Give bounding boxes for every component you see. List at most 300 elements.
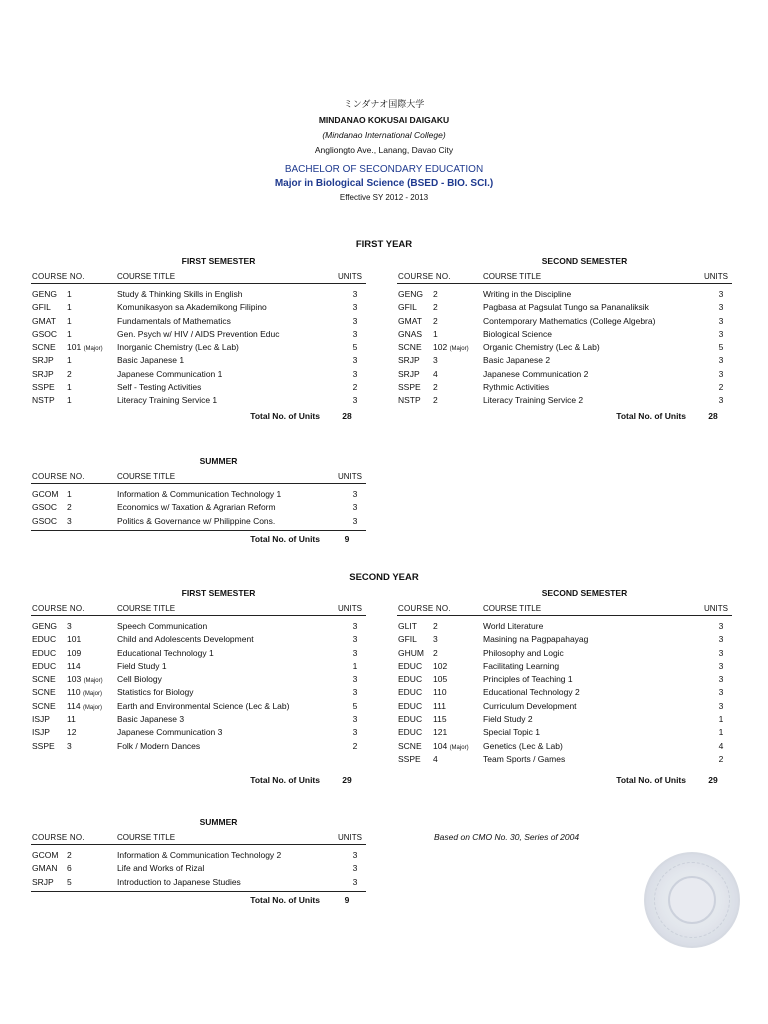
course-title: Basic Japanese 2 bbox=[483, 355, 551, 366]
table-row bbox=[31, 740, 366, 753]
header-course-no: COURSE NO. bbox=[32, 272, 85, 281]
course-code: SSPE bbox=[32, 382, 55, 393]
course-units: 5 bbox=[352, 342, 358, 353]
table-row bbox=[31, 620, 366, 633]
table-row bbox=[31, 301, 366, 314]
course-title: Genetics (Lec & Lab) bbox=[483, 740, 563, 751]
course-units: 3 bbox=[352, 328, 358, 339]
course-number bbox=[433, 713, 447, 726]
course-number bbox=[433, 673, 447, 686]
course-code: GCOM bbox=[32, 489, 59, 499]
first-year-second-semester bbox=[397, 254, 732, 424]
course-units: 1 bbox=[352, 660, 358, 671]
table-header bbox=[31, 602, 366, 616]
table-row bbox=[31, 368, 366, 381]
course-number bbox=[67, 620, 72, 633]
course-code: SRJP bbox=[398, 355, 420, 366]
course-code: GCOM bbox=[32, 850, 59, 860]
course-number-value: 2 bbox=[433, 315, 438, 326]
course-units: 3 bbox=[718, 647, 724, 658]
course-title: Statistics for Biology bbox=[117, 687, 194, 698]
total-label: Total No. of Units bbox=[250, 894, 320, 905]
course-number bbox=[67, 713, 76, 726]
course-number bbox=[67, 862, 72, 875]
table-row bbox=[31, 288, 366, 301]
course-code: GENG bbox=[32, 289, 58, 299]
total-units: 28 bbox=[708, 410, 718, 421]
course-number-value: 101 bbox=[67, 634, 82, 645]
course-number-value: 109 bbox=[67, 647, 82, 658]
course-title: Life and Works of Rizal bbox=[117, 863, 205, 874]
course-title: Self - Testing Activities bbox=[117, 382, 202, 393]
course-units: 3 bbox=[352, 687, 358, 698]
table-header bbox=[397, 270, 732, 284]
course-number bbox=[433, 753, 438, 766]
table-row bbox=[397, 660, 732, 673]
course-title: Japanese Communication 3 bbox=[117, 727, 223, 738]
course-code: SCNE bbox=[32, 674, 56, 685]
course-code: GHUM bbox=[398, 647, 424, 658]
course-code: GFIL bbox=[398, 634, 417, 645]
course-code: GFIL bbox=[32, 302, 51, 313]
course-number bbox=[67, 633, 81, 646]
course-number bbox=[67, 501, 72, 514]
major-tag: (Major) bbox=[449, 744, 469, 751]
table-row bbox=[31, 686, 366, 699]
course-code: GSOC bbox=[32, 328, 58, 339]
course-title: Introduction to Japanese Studies bbox=[117, 876, 241, 887]
course-number bbox=[433, 354, 438, 367]
course-number-value: 4 bbox=[433, 753, 438, 764]
course-units: 3 bbox=[718, 700, 724, 711]
major-tag: (Major) bbox=[82, 704, 102, 711]
course-title: Facilitating Learning bbox=[483, 660, 560, 671]
course-title: Literacy Training Service 1 bbox=[117, 395, 218, 406]
course-number-value: 3 bbox=[67, 621, 72, 631]
course-units: 5 bbox=[352, 700, 358, 711]
course-code: EDUC bbox=[398, 700, 423, 711]
course-number bbox=[67, 394, 72, 407]
course-number-value: 5 bbox=[67, 876, 72, 887]
header-course-no: COURSE NO. bbox=[32, 833, 85, 842]
course-units: 3 bbox=[352, 863, 358, 874]
course-code: SSPE bbox=[398, 382, 421, 393]
course-number bbox=[433, 726, 447, 739]
table-row bbox=[397, 673, 732, 686]
total-label: Total No. of Units bbox=[250, 775, 320, 785]
course-number-value: 104 bbox=[433, 740, 448, 751]
table-row bbox=[31, 488, 366, 501]
course-number-value: 12 bbox=[67, 727, 77, 738]
table-rows bbox=[31, 284, 366, 408]
course-number-value: 1 bbox=[433, 328, 438, 339]
course-number-value: 1 bbox=[67, 355, 72, 366]
course-number bbox=[67, 288, 72, 301]
table-row bbox=[31, 862, 366, 875]
table-row bbox=[31, 515, 366, 528]
course-number bbox=[433, 315, 438, 328]
course-title: Organic Chemistry (Lec & Lab) bbox=[483, 342, 600, 353]
header-units: UNITS bbox=[338, 604, 362, 613]
major-tag: (Major) bbox=[83, 678, 103, 685]
course-code: GSOC bbox=[32, 502, 58, 513]
table-row bbox=[397, 633, 732, 646]
course-units: 3 bbox=[718, 687, 724, 698]
course-units: 3 bbox=[352, 727, 358, 738]
table-row bbox=[31, 394, 366, 407]
course-number-value: 2 bbox=[433, 621, 438, 631]
table-row bbox=[31, 713, 366, 726]
course-units: 3 bbox=[352, 489, 358, 499]
course-number-value: 101 bbox=[67, 342, 82, 353]
course-units: 3 bbox=[718, 621, 724, 631]
header-course-no: COURSE NO. bbox=[32, 472, 85, 481]
total-row bbox=[31, 408, 366, 424]
effective-year: Effective SY 2012 - 2013 bbox=[339, 193, 429, 202]
course-units: 3 bbox=[352, 355, 358, 366]
course-number-value: 121 bbox=[433, 727, 448, 738]
course-units: 3 bbox=[352, 315, 358, 326]
table-row bbox=[31, 647, 366, 660]
course-number bbox=[67, 315, 72, 328]
course-number-value: 2 bbox=[433, 289, 438, 299]
course-units: 3 bbox=[718, 315, 724, 326]
course-code: EDUC bbox=[32, 660, 57, 671]
course-number bbox=[433, 328, 438, 341]
course-title: World Literature bbox=[483, 621, 544, 631]
table-row bbox=[397, 301, 732, 314]
course-number bbox=[433, 660, 447, 673]
table-row bbox=[31, 633, 366, 646]
course-code: GENG bbox=[398, 289, 424, 299]
table-row bbox=[397, 686, 732, 699]
course-code: SCNE bbox=[398, 740, 422, 751]
course-title: Study & Thinking Skills in English bbox=[117, 289, 243, 299]
table-row bbox=[31, 660, 366, 673]
table-row bbox=[397, 726, 732, 739]
course-number-value: 1 bbox=[67, 328, 72, 339]
header-course-title: COURSE TITLE bbox=[117, 272, 176, 281]
course-code: EDUC bbox=[398, 714, 423, 725]
japanese-school-name: ミンダナオ国際大学 bbox=[343, 100, 425, 110]
course-code: SCNE bbox=[32, 700, 56, 711]
course-units: 3 bbox=[718, 660, 724, 671]
course-title: Information & Communication Technology 1 bbox=[117, 489, 282, 499]
course-number-value: 1 bbox=[67, 289, 72, 299]
table-row bbox=[397, 740, 732, 753]
course-title: Contemporary Mathematics (College Algebra) bbox=[483, 315, 656, 326]
table-row bbox=[31, 315, 366, 328]
course-number bbox=[67, 301, 72, 314]
course-number-value: 110 bbox=[433, 687, 447, 698]
course-title: Economics w/ Taxation & Agrarian Reform bbox=[117, 502, 276, 513]
course-code: ISJP bbox=[32, 727, 50, 738]
course-number-value: 114 bbox=[67, 700, 81, 711]
course-code: EDUC bbox=[32, 634, 57, 645]
second-year-first-semester bbox=[31, 586, 366, 785]
major-tag: (Major) bbox=[83, 346, 103, 353]
table-rows bbox=[31, 616, 366, 753]
course-number-value: 114 bbox=[67, 660, 81, 671]
table-rows bbox=[31, 845, 366, 892]
table-row bbox=[31, 849, 366, 862]
course-number bbox=[433, 647, 438, 660]
semester-title: SUMMER bbox=[199, 817, 238, 827]
course-code: SRJP bbox=[32, 876, 54, 887]
course-number bbox=[67, 381, 72, 394]
course-units: 3 bbox=[718, 355, 724, 366]
course-code: SCNE bbox=[32, 687, 56, 698]
table-row bbox=[31, 328, 366, 341]
course-title: Inorganic Chemistry (Lec & Lab) bbox=[117, 342, 239, 353]
header-course-title: COURSE TITLE bbox=[117, 472, 176, 481]
course-number-value: 1 bbox=[67, 489, 72, 499]
course-title: Gen. Psych w/ HIV / AIDS Prevention Educ bbox=[117, 328, 280, 339]
course-title: Educational Technology 2 bbox=[483, 687, 580, 698]
cmo-note: Based on CMO No. 30, Series of 2004 bbox=[434, 832, 580, 842]
course-title: Information & Communication Technology 2 bbox=[117, 850, 282, 860]
course-number-value: 4 bbox=[433, 368, 438, 379]
course-units: 2 bbox=[352, 740, 358, 751]
table-row bbox=[397, 647, 732, 660]
course-title: Curriculum Development bbox=[483, 700, 577, 711]
table-row bbox=[397, 700, 732, 713]
course-number-value: 1 bbox=[67, 382, 72, 393]
school-name: MINDANAO KOKUSAI DAIGAKU bbox=[318, 115, 450, 125]
course-title: Japanese Communication 2 bbox=[483, 368, 589, 379]
course-units: 3 bbox=[352, 302, 358, 313]
course-title: Child and Adolescents Development bbox=[117, 634, 254, 645]
seal-center bbox=[668, 876, 716, 924]
total-units: 29 bbox=[342, 775, 352, 785]
course-number bbox=[67, 849, 72, 862]
total-row bbox=[31, 531, 366, 547]
header-course-title: COURSE TITLE bbox=[117, 604, 176, 613]
course-number-value: 105 bbox=[433, 674, 448, 685]
course-units: 3 bbox=[352, 876, 358, 887]
course-units: 3 bbox=[718, 289, 724, 299]
course-number-value: 3 bbox=[433, 355, 438, 366]
header-units: UNITS bbox=[338, 833, 362, 842]
course-code: SRJP bbox=[398, 368, 420, 379]
course-number bbox=[433, 381, 438, 394]
first-year-title: FIRST YEAR bbox=[355, 239, 413, 250]
course-units: 2 bbox=[718, 753, 724, 764]
course-title: Rythmic Activities bbox=[483, 382, 550, 393]
table-header bbox=[397, 602, 732, 616]
course-number bbox=[433, 301, 438, 314]
total-units: 29 bbox=[708, 775, 718, 785]
total-label: Total No. of Units bbox=[616, 775, 686, 785]
course-number bbox=[433, 394, 438, 407]
course-units: 2 bbox=[352, 382, 358, 393]
course-title: Masining na Pagpapahayag bbox=[483, 634, 589, 645]
course-number-value: 111 bbox=[433, 700, 446, 711]
total-label: Total No. of Units bbox=[616, 410, 686, 421]
course-code: SSPE bbox=[398, 753, 421, 764]
course-number-value: 102 bbox=[433, 660, 448, 671]
course-units: 3 bbox=[352, 674, 358, 685]
header-units: UNITS bbox=[704, 272, 728, 281]
course-number-value: 110 bbox=[67, 687, 81, 698]
course-units: 3 bbox=[352, 368, 358, 379]
course-code: SRJP bbox=[32, 368, 54, 379]
table-row bbox=[397, 288, 732, 301]
course-number-value: 1 bbox=[67, 395, 72, 406]
course-number bbox=[67, 647, 81, 660]
course-number bbox=[67, 660, 81, 673]
semester-title: SUMMER bbox=[199, 456, 238, 466]
course-code: EDUC bbox=[398, 687, 423, 698]
course-units: 3 bbox=[718, 674, 724, 685]
course-number bbox=[67, 328, 72, 341]
second-year-summer bbox=[31, 815, 366, 908]
course-units: 4 bbox=[718, 740, 724, 751]
course-number-value: 3 bbox=[67, 515, 72, 526]
first-year-first-semester bbox=[31, 254, 366, 424]
course-number-value: 2 bbox=[67, 368, 72, 379]
course-title: Philosophy and Logic bbox=[483, 647, 564, 658]
degree-title: BACHELOR OF SECONDARY EDUCATION bbox=[284, 164, 484, 175]
course-units: 3 bbox=[718, 395, 724, 406]
major-tag: (Major) bbox=[449, 346, 469, 353]
table-row bbox=[31, 341, 366, 354]
course-code: GSOC bbox=[32, 515, 58, 526]
course-title: Politics & Governance w/ Philippine Cons. bbox=[117, 515, 276, 526]
course-number-value: 102 bbox=[433, 342, 448, 353]
semester-title: SECOND SEMESTER bbox=[541, 588, 628, 598]
total-row bbox=[397, 772, 732, 788]
header-course-title: COURSE TITLE bbox=[483, 272, 542, 281]
course-code: GFIL bbox=[398, 302, 417, 313]
total-units: 9 bbox=[344, 894, 350, 905]
course-number bbox=[67, 726, 76, 739]
course-number-value: 2 bbox=[67, 850, 72, 860]
table-row bbox=[397, 368, 732, 381]
table-header bbox=[31, 270, 366, 284]
course-units: 3 bbox=[718, 328, 724, 339]
total-label: Total No. of Units bbox=[250, 410, 320, 421]
course-title: Basic Japanese 1 bbox=[117, 355, 185, 366]
table-rows bbox=[397, 616, 732, 766]
course-units: 2 bbox=[718, 382, 724, 393]
course-title: Basic Japanese 3 bbox=[117, 714, 185, 725]
table-row bbox=[31, 381, 366, 394]
header-course-no: COURSE NO. bbox=[398, 604, 451, 613]
course-number-value: 115 bbox=[433, 714, 447, 725]
total-units: 9 bbox=[344, 533, 350, 544]
course-number bbox=[433, 633, 438, 646]
total-row bbox=[397, 408, 732, 424]
table-row bbox=[397, 394, 732, 407]
table-row bbox=[397, 713, 732, 726]
course-number-value: 1 bbox=[67, 302, 72, 313]
table-row bbox=[31, 501, 366, 514]
english-school-name: (Mindanao International College) bbox=[322, 130, 446, 140]
course-units: 3 bbox=[352, 621, 358, 631]
course-code: SSPE bbox=[32, 740, 55, 751]
course-title: Literacy Training Service 2 bbox=[483, 395, 584, 406]
table-row bbox=[31, 726, 366, 739]
course-title: Biological Science bbox=[483, 328, 552, 339]
course-units: 3 bbox=[718, 368, 724, 379]
course-title: Field Study 2 bbox=[483, 714, 533, 725]
course-number-value: 11 bbox=[67, 714, 76, 725]
semester-title: SECOND SEMESTER bbox=[541, 256, 628, 266]
course-code: EDUC bbox=[398, 674, 423, 685]
course-number-value: 2 bbox=[433, 382, 438, 393]
course-units: 3 bbox=[718, 302, 724, 313]
table-row bbox=[397, 354, 732, 367]
table-row bbox=[397, 315, 732, 328]
course-title: Principles of Teaching 1 bbox=[483, 674, 573, 685]
course-number bbox=[67, 740, 72, 753]
total-row bbox=[31, 772, 366, 788]
course-code: GMAN bbox=[32, 863, 58, 874]
course-title: Japanese Communication 1 bbox=[117, 368, 223, 379]
course-title: Educational Technology 1 bbox=[117, 647, 214, 658]
course-units: 1 bbox=[718, 727, 724, 738]
course-units: 3 bbox=[352, 634, 358, 645]
major-tag: (Major) bbox=[82, 691, 102, 698]
course-number bbox=[433, 700, 446, 713]
table-row bbox=[31, 700, 366, 713]
course-code: SCNE bbox=[398, 342, 422, 353]
table-row bbox=[31, 876, 366, 889]
course-code: SRJP bbox=[32, 355, 54, 366]
course-code: GLIT bbox=[398, 621, 417, 631]
course-units: 3 bbox=[352, 289, 358, 299]
course-code: GMAT bbox=[398, 315, 422, 326]
header-course-no: COURSE NO. bbox=[398, 272, 451, 281]
course-code: SCNE bbox=[32, 342, 56, 353]
table-row bbox=[397, 620, 732, 633]
course-units: 3 bbox=[352, 714, 358, 725]
course-title: Pagbasa at Pagsulat Tungo sa Pananaliksik bbox=[483, 302, 649, 313]
course-units: 3 bbox=[352, 502, 358, 513]
major-title: Major in Biological Science (BSED - BIO. SCI.) bbox=[274, 178, 494, 189]
course-title: Field Study 1 bbox=[117, 660, 167, 671]
course-code: EDUC bbox=[398, 727, 423, 738]
header-units: UNITS bbox=[704, 604, 728, 613]
course-title: Writing in the Discipline bbox=[483, 289, 572, 299]
header-units: UNITS bbox=[338, 472, 362, 481]
course-title: Komunikasyon sa Akademikong Filipino bbox=[117, 302, 267, 313]
course-number bbox=[433, 620, 438, 633]
table-rows bbox=[31, 484, 366, 531]
course-number-value: 2 bbox=[433, 647, 438, 658]
school-address: Angliongto Ave., Lanang, Davao City bbox=[314, 145, 454, 155]
course-units: 3 bbox=[718, 634, 724, 645]
school-seal-icon bbox=[644, 852, 740, 948]
table-row bbox=[31, 354, 366, 367]
course-number-value: 2 bbox=[433, 395, 438, 406]
course-title: Fundamentals of Mathematics bbox=[117, 315, 231, 326]
course-number-value: 3 bbox=[433, 634, 438, 645]
document-header bbox=[0, 98, 768, 205]
table-rows bbox=[397, 284, 732, 408]
total-units: 28 bbox=[342, 410, 352, 421]
course-title: Team Sports / Games bbox=[483, 753, 566, 764]
course-title: Cell Biology bbox=[117, 674, 162, 685]
course-number-value: 2 bbox=[433, 302, 438, 313]
semester-title: FIRST SEMESTER bbox=[181, 256, 256, 266]
second-year-second-semester bbox=[397, 586, 732, 785]
course-number bbox=[433, 368, 438, 381]
table-row bbox=[397, 341, 732, 354]
course-title: Folk / Modern Dances bbox=[117, 740, 201, 751]
table-row bbox=[397, 753, 732, 766]
